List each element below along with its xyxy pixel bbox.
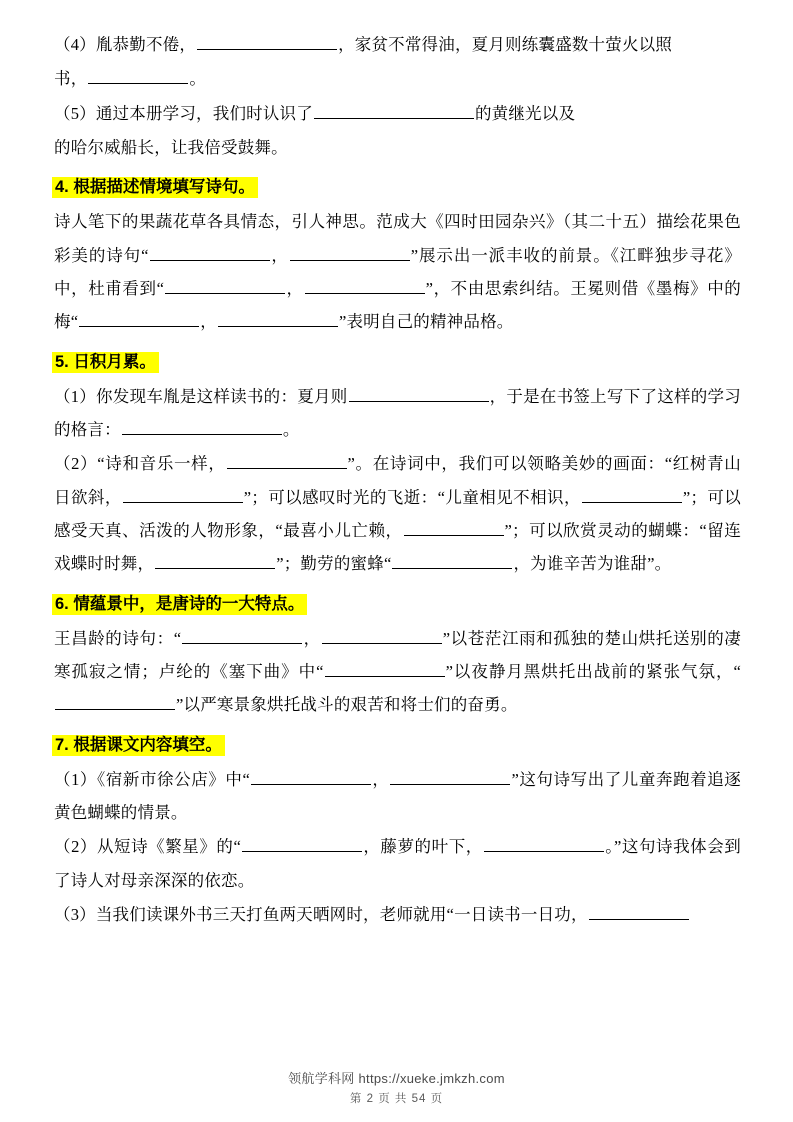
fill-blank[interactable] bbox=[55, 692, 175, 710]
s4-text-1: 描绘花果色彩美的诗句“ bbox=[54, 212, 742, 265]
page-footer bbox=[0, 1068, 793, 1106]
s5p2-text-3: ”；可以感叹时光的飞逝：“儿童相见不相识， bbox=[243, 487, 581, 507]
fill-blank[interactable] bbox=[392, 551, 512, 569]
s7p3-text-0: （3）当我们读课外书三天打鱼两天晒网时，老师就用“一日读书一日功， bbox=[54, 905, 588, 925]
section-heading-7-text bbox=[52, 735, 225, 756]
fill-blank[interactable] bbox=[349, 383, 489, 401]
s4-text-3: ”展示出一派丰收的 bbox=[410, 245, 559, 265]
section-5-paragraph-1 bbox=[54, 380, 741, 447]
section-heading-4 bbox=[52, 173, 741, 201]
section-heading-5 bbox=[52, 348, 741, 376]
section-7-title: 根据课文内容填空。 bbox=[73, 735, 222, 754]
s4-text-5: ， bbox=[286, 279, 304, 299]
section-5-number: 5. bbox=[55, 352, 69, 371]
s5p1-text-0: （1）你发现车胤是这样读书的：夏月则 bbox=[54, 386, 348, 406]
fill-blank[interactable] bbox=[390, 766, 510, 784]
s7p2-text-2: 。”这句诗 bbox=[604, 837, 674, 857]
s7p1-text-2: ”这句诗写出了儿 bbox=[511, 769, 639, 789]
fill-blank[interactable] bbox=[197, 32, 337, 50]
s5p1-text-1: ，于是在书签上写下 bbox=[489, 386, 641, 406]
s6-text-2: ”以苍茫江雨和孤独的楚山烘 bbox=[442, 628, 656, 648]
fill-blank[interactable] bbox=[322, 625, 442, 643]
s7p1-text-1: ， bbox=[371, 769, 390, 789]
s7p1-text-0: （1）《宿新市徐公店》中“ bbox=[54, 769, 250, 789]
fill-blank[interactable] bbox=[582, 484, 682, 502]
s5p2-text-5: ”；可以欣赏灵动的蝴蝶：“留连戏蝶时时舞， bbox=[54, 521, 741, 574]
s5p2-text-6: ”；勤劳的蜜蜂 bbox=[276, 554, 384, 574]
s5p2-text-0: （2）“诗和音乐一样， bbox=[54, 454, 226, 474]
q4-prev-text-d: 。 bbox=[189, 69, 207, 89]
s7p2-text-0: （2）从短诗《繁星》的“ bbox=[54, 837, 241, 857]
fill-blank[interactable] bbox=[404, 518, 504, 536]
s7p2-text-3: 我体会到了诗人对母亲深深的依恋。 bbox=[54, 837, 741, 890]
q5-prev-text-b: 的黄继光以及 bbox=[474, 103, 576, 123]
q4-prev-text-c: 书， bbox=[54, 69, 88, 89]
s4-text-8: ， bbox=[200, 312, 217, 332]
q4-prev-text-a: （4）胤恭勤不倦， bbox=[54, 35, 197, 54]
fill-blank[interactable] bbox=[242, 834, 362, 852]
fill-blank[interactable] bbox=[227, 451, 347, 469]
page-number: 第 2 页 共 54 页 bbox=[349, 1093, 444, 1105]
s4-text-2: ， bbox=[270, 245, 289, 265]
section-4-number: 4. bbox=[55, 178, 69, 197]
section-heading-5-text bbox=[52, 352, 159, 373]
s6-text-3: 托送别的凄寒孤寂之情；卢纶的《塞下曲》中“ bbox=[54, 628, 741, 682]
section-heading-4-text bbox=[52, 177, 258, 198]
s4-text-10: 明自己的精神品格。 bbox=[363, 312, 514, 332]
s5p2-text-8: ，为谁辛苦为谁甜”。 bbox=[513, 554, 672, 574]
section-4-body bbox=[52, 205, 741, 338]
section-heading-7 bbox=[52, 731, 741, 759]
watermark-text: 领航学科网 https://xueke.jmkzh.com bbox=[288, 1071, 505, 1086]
s5p1-text-3: 。 bbox=[282, 420, 300, 440]
s4-text-0: 诗人笔下的果蔬花草各具情态，引人神思。范成大《四时田园杂兴》（其二十五） bbox=[54, 212, 657, 232]
fill-blank[interactable] bbox=[290, 242, 410, 260]
fill-blank[interactable] bbox=[325, 659, 445, 677]
section-heading-6 bbox=[52, 590, 741, 618]
fill-blank[interactable] bbox=[251, 766, 371, 784]
fill-blank[interactable] bbox=[155, 551, 275, 569]
s6-text-0: 王昌龄的诗句：“ bbox=[54, 628, 182, 648]
section-6-title: 情蕴景中，是唐诗的一大特点。 bbox=[73, 594, 305, 613]
question-5-prev-line2 bbox=[54, 131, 741, 164]
section-7-paragraph-3 bbox=[54, 898, 741, 931]
fill-blank[interactable] bbox=[484, 834, 604, 852]
s7p1-text-3: 童奔跑着追逐黄色蝴蝶的情景。 bbox=[54, 769, 741, 823]
section-6-paragraph bbox=[54, 622, 741, 722]
fill-blank[interactable] bbox=[218, 309, 338, 327]
fill-blank[interactable] bbox=[305, 276, 425, 294]
section-7-body bbox=[52, 763, 741, 932]
section-7-number: 7. bbox=[55, 735, 69, 754]
fill-blank[interactable] bbox=[589, 902, 689, 920]
question-4-prev-block bbox=[52, 28, 741, 96]
section-6-number: 6. bbox=[55, 594, 69, 613]
section-7-paragraph-2 bbox=[54, 830, 741, 897]
s4-text-6: ”，不 bbox=[425, 279, 468, 299]
s4-text-4: 前景。《江畔独步寻花》中，杜甫看到“ bbox=[54, 245, 741, 299]
section-6-body bbox=[52, 622, 741, 722]
section-heading-6-text bbox=[52, 594, 307, 615]
section-4-title: 根据描述情境填写诗句。 bbox=[73, 178, 255, 197]
s6-text-1: ， bbox=[303, 628, 321, 648]
fill-blank[interactable] bbox=[88, 66, 188, 84]
s7p2-text-1: ，藤萝的叶下， bbox=[363, 837, 483, 857]
section-7-paragraph-1 bbox=[54, 763, 741, 830]
fill-blank[interactable] bbox=[165, 276, 285, 294]
question-4-prev-line1 bbox=[54, 28, 741, 61]
s6-text-5: 战前的紧张气氛，“ bbox=[593, 662, 742, 682]
s6-text-6: ”以严寒景象烘托战斗的艰苦和将士们的奋勇。 bbox=[176, 695, 518, 715]
section-5-body bbox=[52, 380, 741, 581]
s5p1-text-2: 了这样的学习的格言： bbox=[54, 386, 741, 440]
fill-blank[interactable] bbox=[182, 625, 302, 643]
question-5-prev-line1 bbox=[54, 97, 741, 130]
question-5-prev-block bbox=[52, 97, 741, 165]
fill-blank[interactable] bbox=[79, 309, 199, 327]
s5p2-text-1: ”。在诗词中，我们可以领略美妙的画面：“红 bbox=[347, 454, 690, 474]
fill-blank[interactable] bbox=[122, 417, 282, 435]
s5p2-text-4: ”；可以感受天真、活泼的人物形象，“最喜小儿亡赖， bbox=[54, 487, 741, 541]
s4-text-7: 由思索纠结。王冕则借《墨梅》中的梅“ bbox=[54, 279, 742, 332]
s5p2-text-2: 树青山日欲斜， bbox=[54, 454, 741, 507]
section-4-paragraph bbox=[54, 205, 741, 338]
section-5-title: 日积月累。 bbox=[73, 352, 156, 371]
q5-prev-text-c: 的哈尔威船长，让我倍受鼓舞。 bbox=[54, 137, 288, 157]
s5p2-text-7: “ bbox=[383, 554, 392, 574]
question-4-prev-line2 bbox=[54, 62, 741, 95]
fill-blank[interactable] bbox=[150, 242, 270, 260]
q4-prev-text-b: ，家贫不常得油，夏月则练囊盛数十萤火以照 bbox=[338, 35, 673, 54]
section-5-paragraph-2 bbox=[54, 447, 741, 580]
fill-blank[interactable] bbox=[123, 484, 243, 502]
s4-text-9: ”表 bbox=[338, 312, 364, 332]
s6-text-4: ”以夜静月黑烘托出 bbox=[445, 662, 594, 682]
fill-blank[interactable] bbox=[314, 100, 474, 118]
q5-prev-text-a: （5）通过本册学习，我们时认识了 bbox=[54, 103, 313, 123]
